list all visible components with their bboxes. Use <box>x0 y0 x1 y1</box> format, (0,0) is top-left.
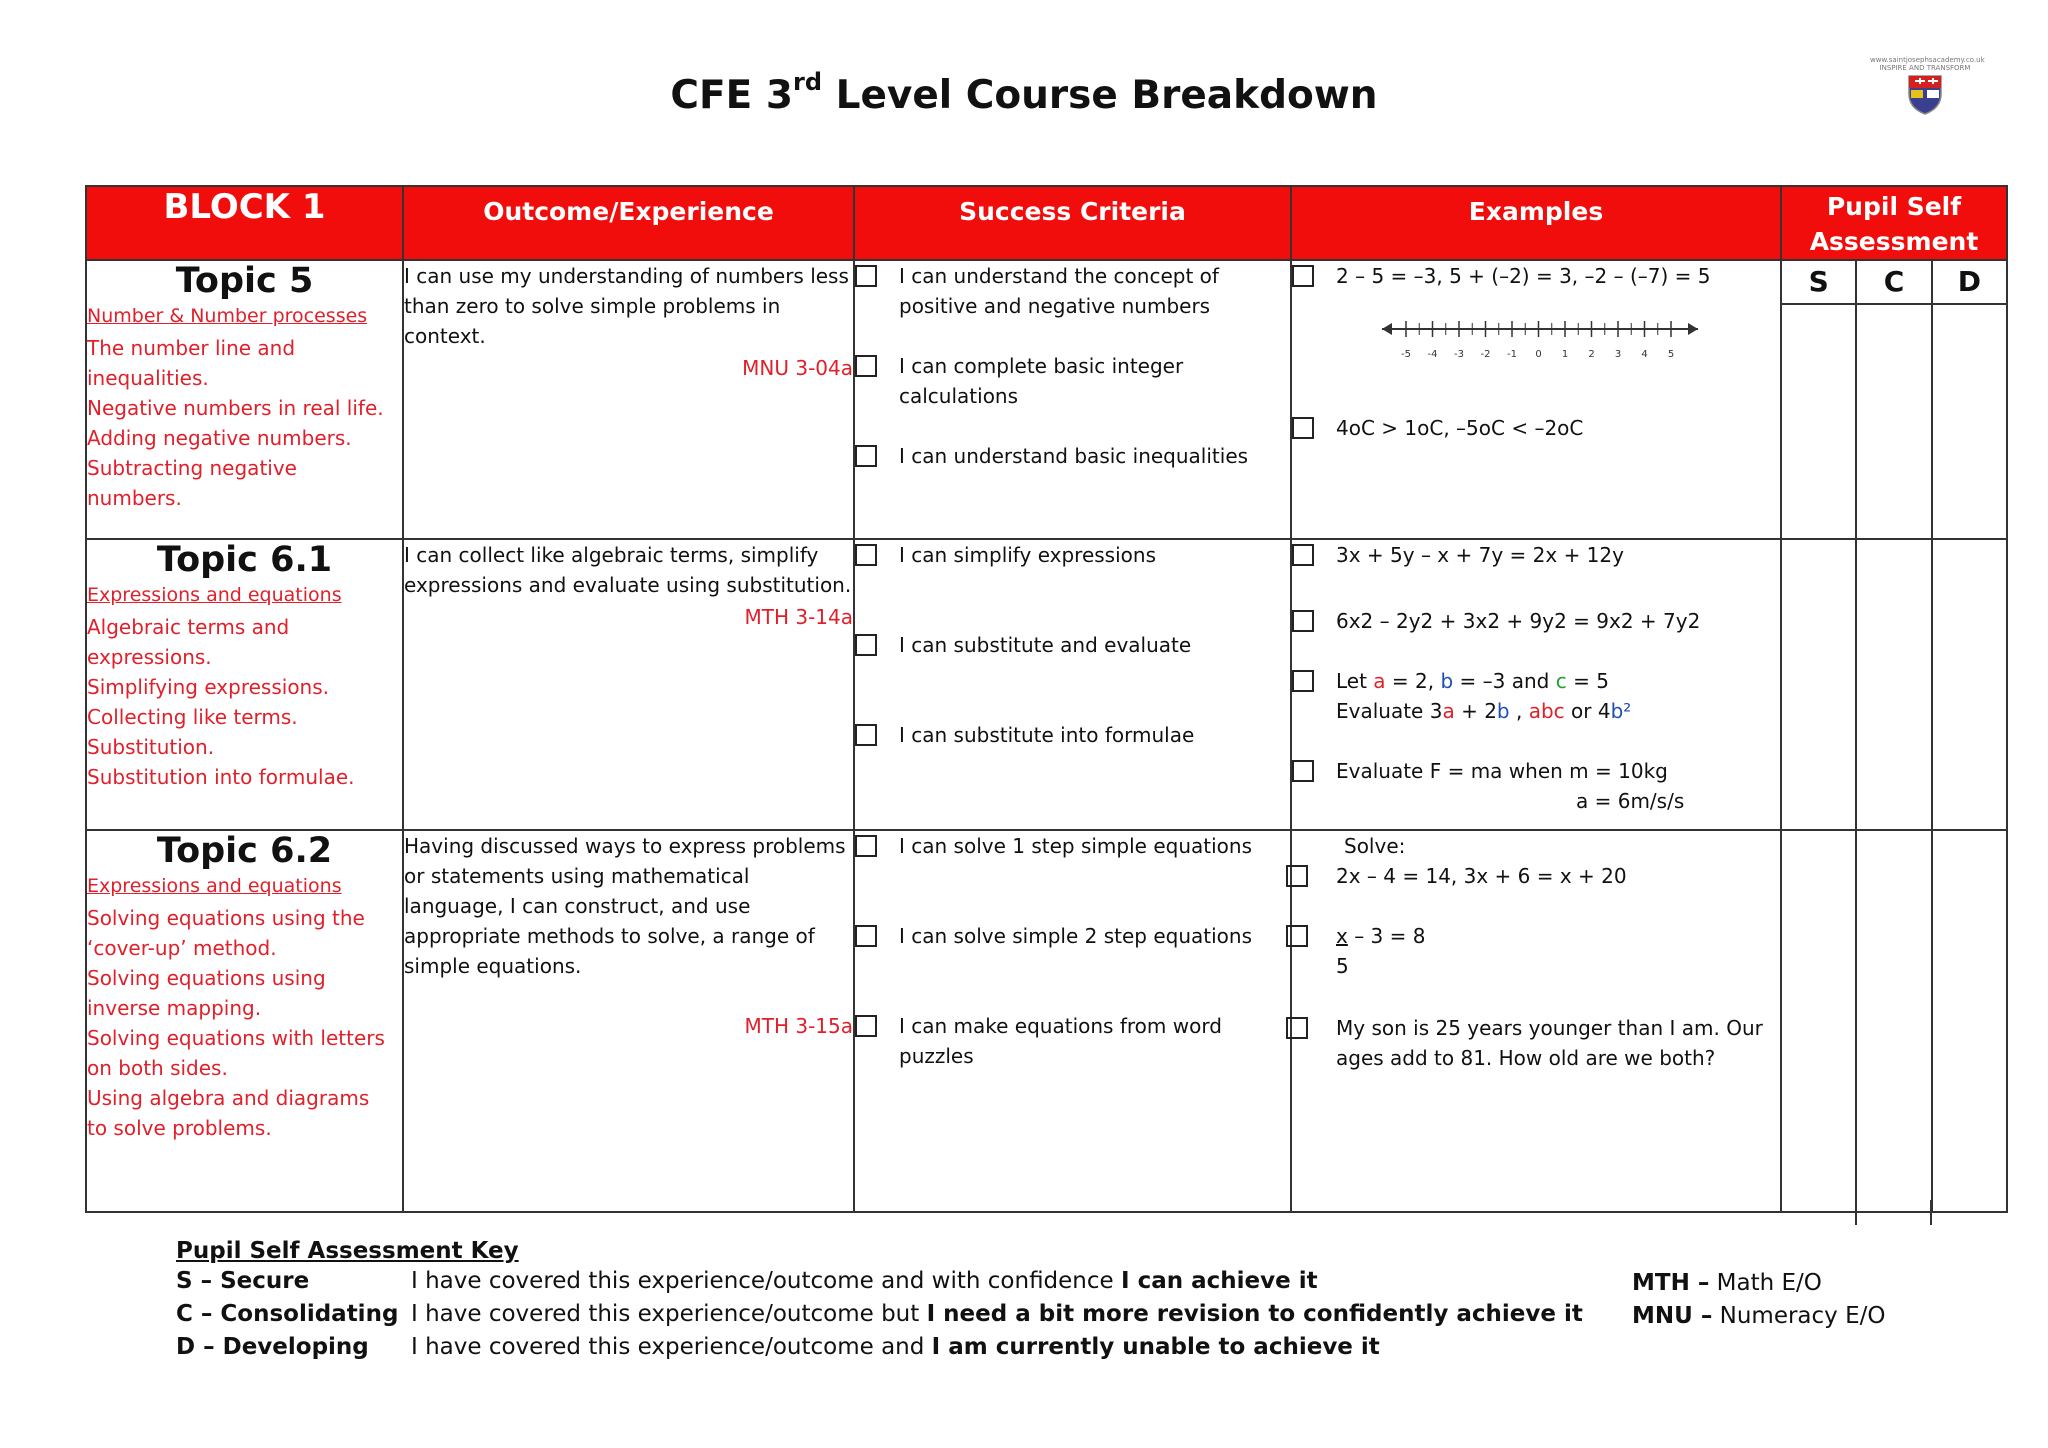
topic-item: Simplifying expressions. <box>87 675 330 699</box>
checkbox[interactable] <box>1292 610 1314 632</box>
pupil-columns <box>1782 305 2006 538</box>
topic-item: Subtracting negative <box>87 456 297 480</box>
key-row <box>176 1268 1583 1301</box>
examples-header-label: Examples <box>1468 197 1604 226</box>
criterion <box>855 441 1290 471</box>
pupil-columns <box>1782 831 2006 1211</box>
topic-item: Algebraic terms and <box>87 615 290 639</box>
topic-title: Topic 6.2 <box>156 831 333 871</box>
topic-item: Using algebra and diagrams <box>87 1086 370 1110</box>
criterion-text: I can understand basic inequalities <box>899 444 1249 468</box>
topic-subtitle: Number & Number processes <box>87 305 368 327</box>
example-text: 4oC > 1oC, –5oC < –2oC <box>1336 416 1584 440</box>
title-text-rest: Level Course Breakdown <box>822 73 1378 118</box>
pupil-cell <box>1781 830 2007 1212</box>
topic-item: Negative numbers in real life. <box>87 396 384 420</box>
abbreviation-mnu: MNU – Numeracy E/O <box>1632 1303 1886 1329</box>
checkbox[interactable] <box>1292 417 1314 439</box>
criterion <box>855 921 1290 951</box>
criterion-text: I can solve 1 step simple equations <box>899 834 1252 858</box>
crest-icon <box>1905 72 1945 116</box>
example <box>1292 921 1780 981</box>
criterion <box>855 1011 1290 1071</box>
secure-column-label: S <box>1808 265 1829 298</box>
pupil-cell <box>1781 260 2007 539</box>
checkbox[interactable] <box>1292 265 1314 287</box>
title-text: CFE 3 <box>670 73 794 118</box>
developing-box[interactable] <box>1931 540 2006 829</box>
example-text: x – 3 = 8 5 <box>1336 924 1426 978</box>
outcome-text: I can collect like algebraic terms, simplify expressions and evaluate using substitution. <box>404 543 852 597</box>
key-description: I have covered this experience/outcome and with confidence I can achieve it <box>411 1268 1318 1294</box>
outcome-cell <box>403 830 854 1212</box>
block-header <box>86 186 403 260</box>
checkbox[interactable] <box>855 724 877 746</box>
topic-cell <box>86 830 403 1212</box>
pupil-header-label: Pupil Self Assessment <box>1809 192 1979 256</box>
assessment-key <box>176 1238 1583 1367</box>
success-cell <box>854 539 1291 830</box>
number-line-label: -1 <box>1507 349 1517 360</box>
example <box>1292 261 1780 291</box>
topic-title: Topic 5 <box>175 261 314 301</box>
criterion <box>855 351 1290 411</box>
number-line-label: 3 <box>1614 349 1622 360</box>
topic-item: The number line and <box>87 336 296 360</box>
secure-box[interactable] <box>1782 831 1855 1211</box>
example-text: My son is 25 years younger than I am. Our ages add to 81. How old are we both? <box>1336 1016 1763 1070</box>
abbreviation-key <box>1632 1270 1885 1336</box>
checkbox[interactable] <box>855 634 877 656</box>
key-label: C – Consolidating <box>176 1301 399 1327</box>
outcome-code: MTH 3-15a <box>744 1014 853 1038</box>
example <box>1292 1013 1780 1073</box>
topic-item: Substitution into formulae. <box>87 765 355 789</box>
example <box>1292 606 1780 636</box>
criterion-text: I can make equations from word puzzles <box>899 1014 1222 1068</box>
secure-box[interactable] <box>1782 305 1855 538</box>
topic-item: Adding negative numbers. <box>87 426 352 450</box>
pupil-cell <box>1781 539 2007 830</box>
abbreviation-mth: MTH – Math E/O <box>1632 1270 1822 1296</box>
key-label: D – Developing <box>176 1334 369 1360</box>
column-line-extension <box>1930 1200 1932 1225</box>
key-title: Pupil Self Assessment Key <box>176 1238 519 1264</box>
criterion <box>855 261 1290 321</box>
example-text: 6x2 – 2y2 + 3x2 + 9y2 = 9x2 + 7y2 <box>1336 609 1701 633</box>
checkbox[interactable] <box>855 445 877 467</box>
course-table <box>85 185 2008 1213</box>
criterion <box>855 540 1290 570</box>
criterion <box>855 630 1290 660</box>
outcome-header-label: Outcome/Experience <box>483 197 774 226</box>
school-logo <box>1870 56 1985 120</box>
logo-motto: INSPIRE AND TRANSFORM <box>1879 64 1971 72</box>
key-row <box>176 1301 1583 1334</box>
example-text: Let a = 2, b = –3 and c = 5 Evaluate 3a + 2b , abc or 4b² <box>1336 669 1632 723</box>
arrow-icon <box>1382 323 1392 335</box>
topic-item: Substitution. <box>87 735 215 759</box>
developing-column-label: D <box>1931 261 2006 303</box>
topic-item: expressions. <box>87 645 212 669</box>
key-description: I have covered this experience/outcome but I need a bit more revision to confidently achieve it <box>411 1301 1583 1327</box>
number-line-label: 2 <box>1588 349 1595 360</box>
success-cell <box>854 260 1291 539</box>
criterion <box>855 720 1290 750</box>
checkbox[interactable] <box>855 355 877 377</box>
key-row <box>176 1334 1583 1367</box>
examples-header <box>1291 186 1781 260</box>
topic-item: on both sides. <box>87 1056 228 1080</box>
checkbox[interactable] <box>1286 865 1308 887</box>
topic-item: Collecting like terms. <box>87 705 298 729</box>
consolidating-box[interactable] <box>1855 540 1930 829</box>
topic-item: numbers. <box>87 486 182 510</box>
key-label: S – Secure <box>176 1268 310 1294</box>
checkbox[interactable] <box>1292 670 1314 692</box>
logo-website: www.saintjosephsacademy.co.uk <box>1870 56 1985 64</box>
criterion-text: I can simplify expressions <box>899 543 1156 567</box>
checkbox[interactable] <box>855 1015 877 1037</box>
topic-item: to solve problems. <box>87 1116 272 1140</box>
checkbox[interactable] <box>855 265 877 287</box>
table-row <box>86 539 2007 830</box>
title-superscript: rd <box>793 68 823 96</box>
outcome-code: MTH 3-14a <box>744 605 853 629</box>
consolidating-box[interactable] <box>1855 831 1930 1211</box>
topic-item: Solving equations with letters <box>87 1026 385 1050</box>
topic-item: inequalities. <box>87 366 209 390</box>
outcome-text: Having discussed ways to express problems or statements using mathematical language, I can construct, and use appropriate methods to solve, a range of simple equations. <box>404 834 846 978</box>
example <box>1292 413 1780 443</box>
number-line-label: 4 <box>1641 349 1648 360</box>
column-line-extension <box>1855 1200 1857 1225</box>
success-header <box>854 186 1291 260</box>
topic-cell <box>86 260 403 539</box>
topic-item: inverse mapping. <box>87 996 262 1020</box>
checkbox[interactable] <box>855 835 877 857</box>
outcome-header <box>403 186 854 260</box>
consolidating-box[interactable] <box>1855 305 1930 538</box>
criterion-text: I can solve simple 2 step equations <box>899 924 1252 948</box>
checkbox[interactable] <box>1292 544 1314 566</box>
success-cell <box>854 830 1291 1212</box>
example <box>1292 861 1780 891</box>
consolidating-column-label: C <box>1855 261 1930 303</box>
header-row <box>86 186 2007 260</box>
example-text: 2 – 5 = –3, 5 + (–2) = 3, –2 – (–7) = 5 <box>1336 264 1711 288</box>
example-text: Evaluate F = ma when m = 10kg a = 6m/s/s <box>1336 759 1685 813</box>
outcome-cell <box>403 539 854 830</box>
criterion-text: I can substitute and evaluate <box>899 633 1192 657</box>
table-row <box>86 830 2007 1212</box>
arrow-icon <box>1688 323 1698 335</box>
examples-cell <box>1291 539 1781 830</box>
success-header-label: Success Criteria <box>959 197 1186 226</box>
number-line-label: 5 <box>1667 349 1675 360</box>
checkbox[interactable] <box>1286 1017 1308 1039</box>
developing-box[interactable] <box>1931 305 2006 538</box>
criterion-text: I can complete basic integer calculations <box>899 354 1184 408</box>
solve-label: Solve: <box>1344 834 1406 858</box>
number-line <box>1380 313 1700 373</box>
topic-subtitle: Expressions and equations <box>87 584 342 606</box>
checkbox[interactable] <box>1286 925 1308 947</box>
scd-header <box>1782 261 2006 305</box>
checkbox[interactable] <box>1292 760 1314 782</box>
example <box>1292 756 1780 816</box>
number-line-label: 1 <box>1561 349 1569 360</box>
key-description: I have covered this experience/outcome and I am currently unable to achieve it <box>411 1334 1380 1360</box>
topic-item: Solving equations using the <box>87 906 365 930</box>
pupil-columns <box>1782 540 2006 829</box>
example-text: 2x – 4 = 14, 3x + 6 = x + 20 <box>1336 864 1627 888</box>
developing-box[interactable] <box>1931 831 2006 1211</box>
number-line-label: -5 <box>1401 349 1411 360</box>
examples-cell <box>1291 830 1781 1212</box>
criterion-text: I can understand the concept of positive and negative numbers <box>899 264 1219 318</box>
topic-item: Solving equations using <box>87 966 326 990</box>
topic-cell <box>86 539 403 830</box>
topic-title: Topic 6.1 <box>156 540 333 580</box>
topic-item: ‘cover-up’ method. <box>87 936 277 960</box>
criterion-text: I can substitute into formulae <box>899 723 1195 747</box>
number-line-label: -4 <box>1427 349 1438 360</box>
checkbox[interactable] <box>855 925 877 947</box>
topic-subtitle: Expressions and equations <box>87 875 342 897</box>
criterion <box>855 831 1290 861</box>
outcome-code: MNU 3-04a <box>742 356 853 380</box>
number-line-label: 0 <box>1535 349 1542 360</box>
examples-cell <box>1291 260 1781 539</box>
example-text: 3x + 5y – x + 7y = 2x + 12y <box>1336 543 1624 567</box>
block-label: BLOCK 1 <box>163 187 326 227</box>
outcome-cell <box>403 260 854 539</box>
example <box>1292 666 1780 726</box>
example <box>1292 540 1780 570</box>
table-row <box>86 260 2007 539</box>
number-line-label: -3 <box>1454 349 1464 360</box>
pupil-header <box>1781 186 2007 260</box>
checkbox[interactable] <box>855 544 877 566</box>
secure-box[interactable] <box>1782 540 1855 829</box>
number-line-label: -2 <box>1480 349 1491 360</box>
outcome-text: I can use my understanding of numbers less than zero to solve simple problems in context. <box>404 264 849 348</box>
